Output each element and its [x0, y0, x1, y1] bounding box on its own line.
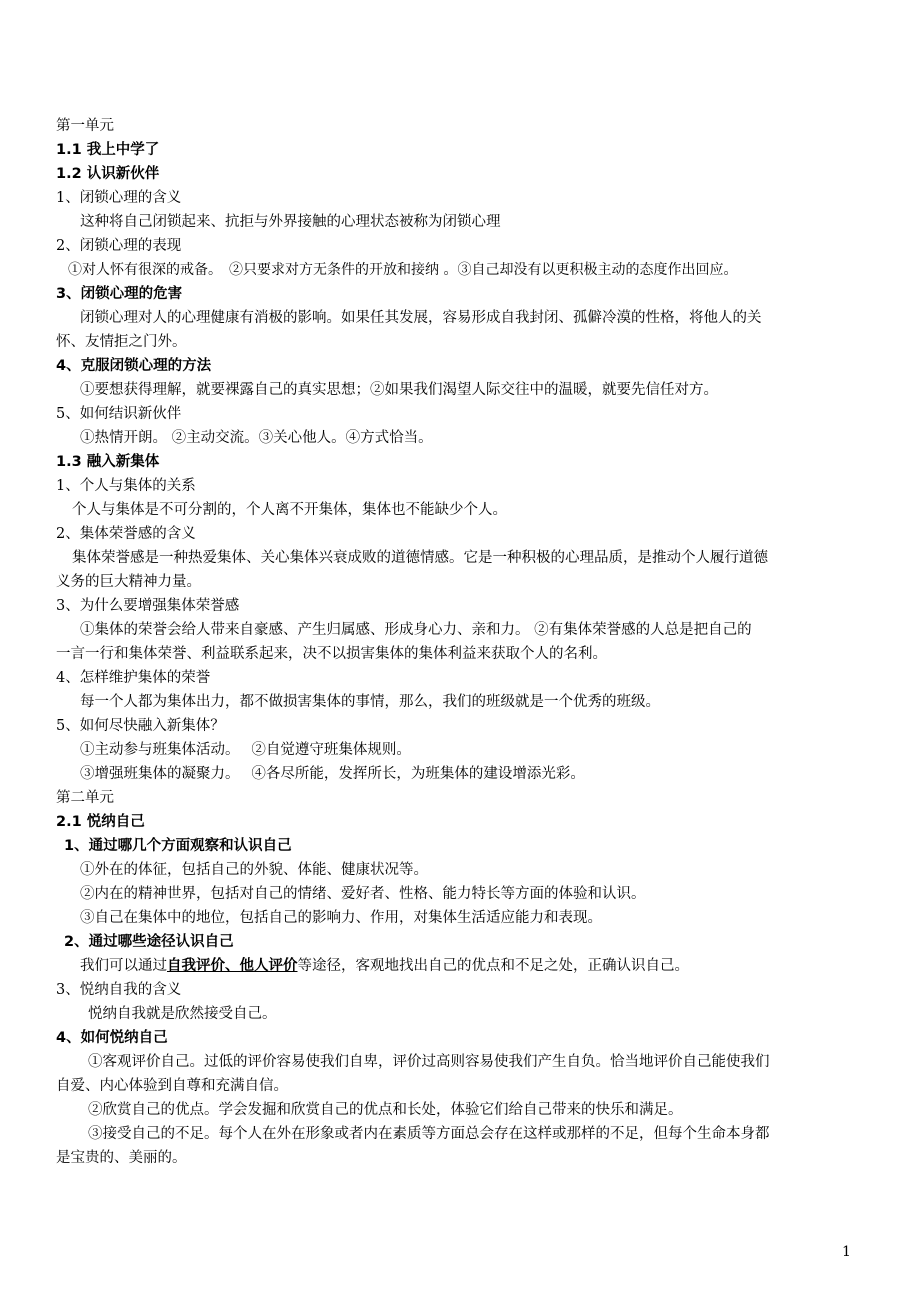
section-heading: 1.1 我上中学了 [56, 142, 160, 158]
paragraph-line: 悦纳自我就是欣然接受自己。 [88, 1006, 277, 1022]
paragraph-line: ①外在的体征，包括自己的外貌、体能、健康状况等。 [80, 862, 428, 878]
item-heading: 1、闭锁心理的含义 [56, 190, 182, 206]
paragraph-line: ②内在的精神世界，包括对自己的情绪、爱好者、性格、能力特长等方面的体验和认识。 [80, 886, 646, 902]
paragraph-line: 闭锁心理对人的心理健康有消极的影响。如果任其发展，容易形成自我封闭、孤僻冷漠的性格，将他人的关 [80, 310, 762, 326]
paragraph-line: ①主动参与班集体活动。 ②自觉遵守班集体规则。 [80, 742, 411, 758]
text-segment: 我们可以通过 [80, 958, 167, 974]
item-heading: 3、悦纳自我的含义 [56, 982, 182, 998]
unit-heading: 第二单元 [56, 790, 114, 806]
item-heading: 2、通过哪些途径认识自己 [64, 934, 234, 950]
paragraph-line: 怀、友情拒之门外。 [56, 334, 187, 350]
paragraph-line: 个人与集体是不可分割的，个人离不开集体，集体也不能缺少个人。 [72, 502, 507, 518]
paragraph-line: ③增强班集体的凝聚力。 ④各尽所能，发挥所长，为班集体的建设增添光彩。 [80, 766, 585, 782]
paragraph-line: ②欣赏自己的优点。学会发掘和欣赏自己的优点和长处，体验它们给自己带来的快乐和满足。 [88, 1102, 683, 1118]
paragraph-line: 每一个人都为集体出力，都不做损害集体的事情，那么，我们的班级就是一个优秀的班级。 [80, 694, 660, 710]
paragraph-line [80, 956, 689, 976]
item-heading: 1、个人与集体的关系 [56, 478, 196, 494]
unit-heading: 第一单元 [56, 118, 114, 134]
item-heading: 3、为什么要增强集体荣誉感 [56, 598, 240, 614]
paragraph-line: 一言一行和集体荣誉、利益联系起来，决不以损害集体的集体利益来获取个人的名利。 [56, 646, 607, 662]
paragraph-line: ①集体的荣誉会给人带来自豪感、产生归属感、形成身心力、亲和力。 ②有集体荣誉感的人总是把自己的 [80, 622, 752, 638]
paragraph-line: ③接受自己的不足。每个人在外在形象或者内在素质等方面总会存在这样或那样的不足，但每个生命本身都 [88, 1126, 770, 1142]
paragraph-line: 义务的巨大精神力量。 [56, 574, 201, 590]
paragraph-line: ①客观评价自己。过低的评价容易使我们自卑，评价过高则容易使我们产生自负。恰当地评价自己能使我们 [88, 1054, 770, 1070]
paragraph-line: 自爱、内心体验到自尊和充满自信。 [56, 1078, 288, 1094]
item-heading: 2、集体荣誉感的含义 [56, 526, 196, 542]
item-heading: 3、闭锁心理的危害 [56, 286, 183, 302]
underlined-key-term: 自我评价、他人评价 [167, 958, 298, 974]
paragraph-line: ③自己在集体中的地位，包括自己的影响力、作用，对集体生活适应能力和表现。 [80, 910, 602, 926]
paragraph-line: 是宝贵的、美丽的。 [56, 1150, 187, 1166]
item-heading: 4、如何悦纳自己 [56, 1030, 168, 1046]
paragraph-line: ①要想获得理解，就要裸露自己的真实思想；②如果我们渴望人际交往中的温暖，就要先信任对方。 [80, 382, 718, 398]
item-heading: 5、如何尽快融入新集体？ [56, 718, 225, 734]
item-heading: 4、克服闭锁心理的方法 [56, 358, 212, 374]
page-number: 1 [842, 1244, 851, 1260]
paragraph-line: 集体荣誉感是一种热爱集体、关心集体兴衰成败的道德情感。它是一种积极的心理品质，是推动个人履行道德 [72, 550, 768, 566]
item-heading: 4、怎样维护集体的荣誉 [56, 670, 211, 686]
item-heading: 2、闭锁心理的表现 [56, 238, 182, 254]
item-heading: 1、通过哪几个方面观察和认识自己 [64, 838, 292, 854]
paragraph-line: ①热情开朗。 ②主动交流。③关心他人。④方式恰当。 [80, 430, 433, 446]
paragraph-line: 这种将自己闭锁起来、抗拒与外界接触的心理状态被称为闭锁心理 [80, 214, 501, 230]
text-segment: 等途径，客观地找出自己的优点和不足之处，正确认识自己。 [297, 958, 689, 974]
paragraph-line: ①对人怀有很深的戒备。 ②只要求对方无条件的开放和接纳 。③自己却没有以更积极主动的态度作出回应。 [68, 262, 738, 278]
section-heading: 2.1 悦纳自己 [56, 814, 145, 830]
section-heading: 1.2 认识新伙伴 [56, 166, 160, 182]
item-heading: 5、如何结识新伙伴 [56, 406, 182, 422]
section-heading: 1.3 融入新集体 [56, 454, 160, 470]
